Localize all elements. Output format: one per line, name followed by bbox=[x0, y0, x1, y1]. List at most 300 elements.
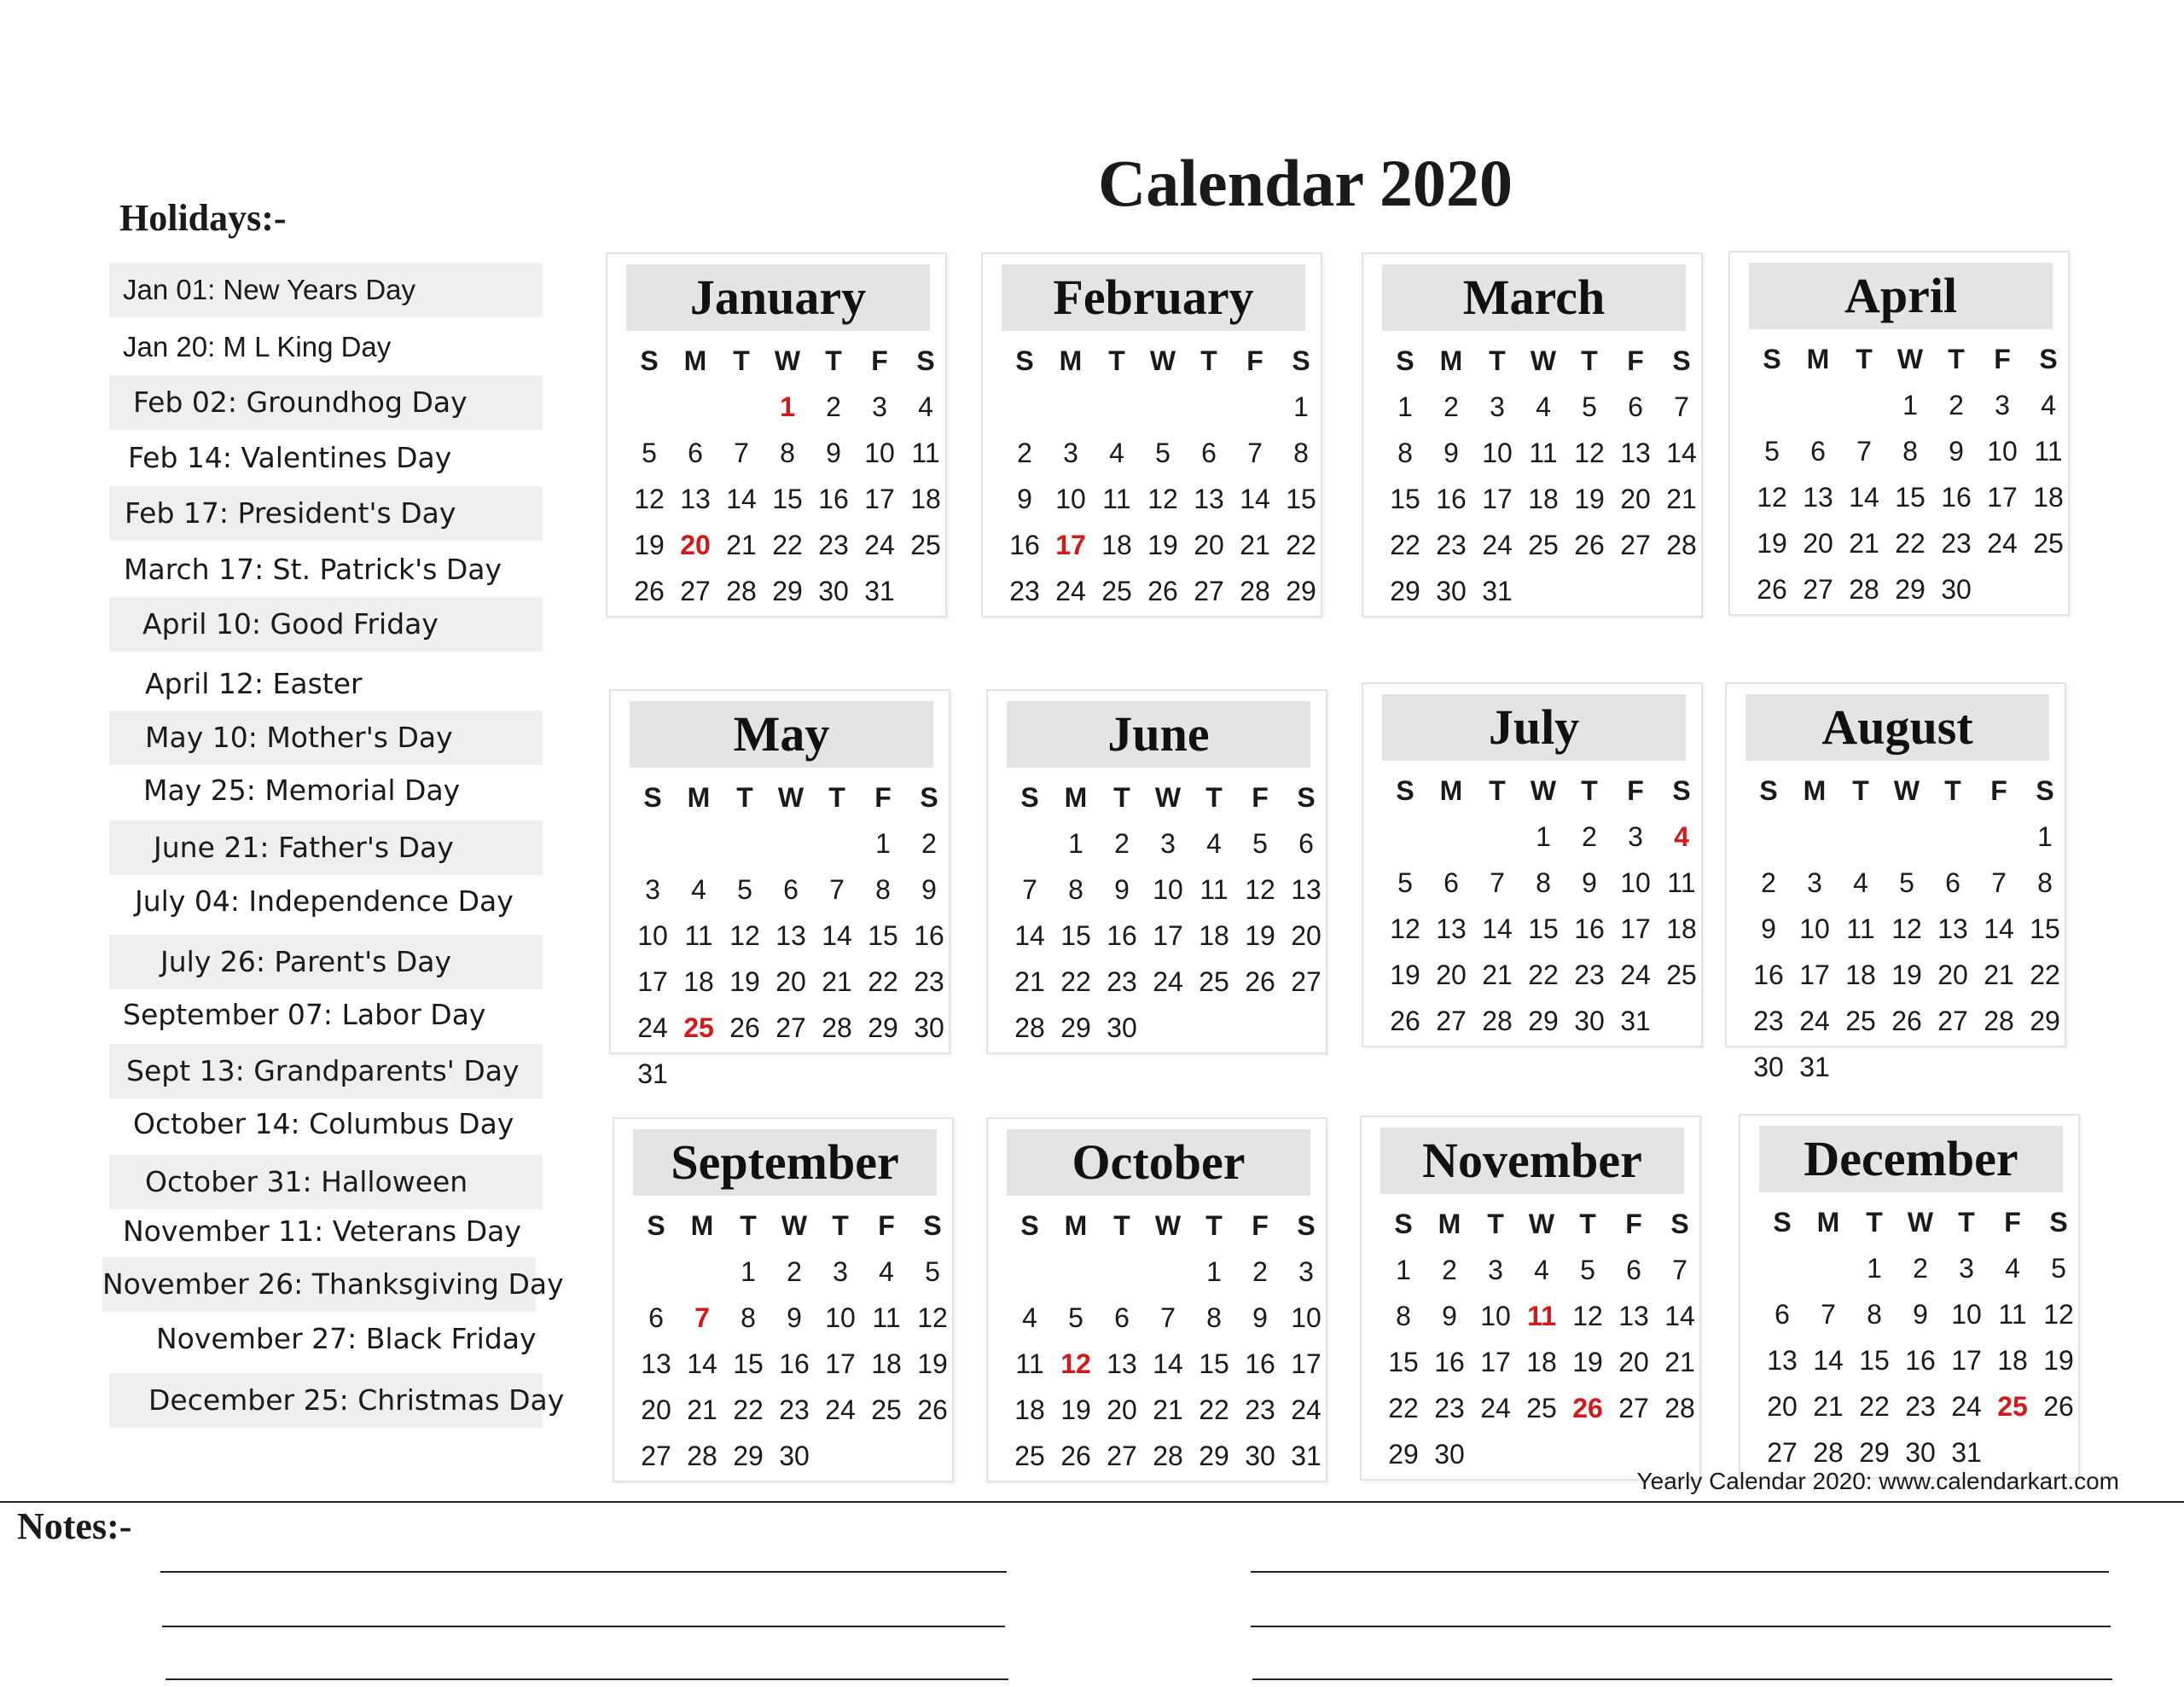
day-cell: 10 bbox=[637, 920, 668, 951]
holiday-item: May 25: Memorial Day bbox=[143, 774, 461, 807]
weekday-label: M bbox=[1806, 344, 1830, 374]
weekday-label: W bbox=[777, 782, 804, 813]
day-cell: 23 bbox=[1434, 1393, 1465, 1423]
holidays-heading: Holidays:- bbox=[119, 197, 287, 239]
weekday-label: F bbox=[878, 1210, 895, 1241]
weekday-label: F bbox=[1252, 1210, 1269, 1241]
holiday-item: May 10: Mother's Day bbox=[109, 710, 543, 765]
day-cell: 13 bbox=[1618, 1301, 1649, 1331]
empty-day bbox=[1976, 814, 2022, 860]
day-cell: 4 bbox=[1109, 438, 1124, 468]
day-cell: 3 bbox=[1628, 821, 1643, 852]
day-cell: 1 bbox=[1068, 828, 1083, 859]
month-name: February bbox=[1002, 264, 1305, 331]
empty-day bbox=[718, 384, 764, 430]
holiday-item: November 11: Veterans Day bbox=[123, 1215, 521, 1248]
empty-day bbox=[1841, 382, 1887, 428]
day-cell: 27 bbox=[1436, 1006, 1467, 1036]
empty-day bbox=[1745, 814, 1792, 860]
day-cell: 28 bbox=[1482, 1006, 1513, 1036]
weekday-label: T bbox=[1852, 775, 1869, 806]
day-cell: 17 bbox=[1799, 959, 1830, 990]
day-cell: 19 bbox=[1572, 1347, 1603, 1377]
day-cell: 22 bbox=[1199, 1394, 1229, 1425]
holiday-date: 20 bbox=[680, 530, 711, 560]
month-november bbox=[1360, 1116, 1701, 1481]
day-cell: 10 bbox=[1480, 1301, 1511, 1331]
day-cell: 15 bbox=[772, 484, 803, 514]
day-cell: 29 bbox=[733, 1441, 764, 1471]
weekday-label: T bbox=[1581, 775, 1598, 806]
day-cell: 16 bbox=[914, 920, 944, 951]
day-grid bbox=[1007, 820, 1329, 1051]
day-cell: 22 bbox=[1528, 959, 1559, 990]
weekday-label: S bbox=[916, 345, 935, 376]
day-cell: 28 bbox=[1153, 1441, 1183, 1471]
day-cell: 28 bbox=[1240, 576, 1270, 606]
day-cell: 20 bbox=[1436, 959, 1467, 990]
day-cell: 25 bbox=[1845, 1006, 1876, 1036]
day-cell: 9 bbox=[1913, 1299, 1928, 1330]
weekday-label: S bbox=[647, 1210, 665, 1241]
day-cell: 9 bbox=[921, 874, 937, 905]
day-cell: 21 bbox=[1984, 959, 2014, 990]
month-name: June bbox=[1007, 701, 1310, 768]
day-cell: 23 bbox=[914, 966, 944, 997]
day-cell: 11 bbox=[1529, 438, 1558, 468]
weekday-label: F bbox=[2004, 1207, 2021, 1238]
weekday-label: W bbox=[1528, 1209, 1555, 1239]
day-cell: 21 bbox=[1849, 528, 1879, 559]
note-line bbox=[1251, 1571, 2109, 1573]
day-cell: 19 bbox=[917, 1348, 948, 1379]
day-cell: 8 bbox=[1068, 874, 1083, 905]
day-cell: 17 bbox=[1987, 482, 2018, 513]
day-cell: 15 bbox=[1895, 482, 1926, 513]
note-line bbox=[160, 1571, 1007, 1573]
day-cell: 10 bbox=[1799, 913, 1830, 944]
day-cell: 17 bbox=[1951, 1345, 1982, 1376]
day-cell: 20 bbox=[1291, 920, 1321, 951]
day-cell: 8 bbox=[1206, 1302, 1222, 1333]
day-cell: 18 bbox=[1199, 920, 1229, 951]
day-cell: 22 bbox=[1060, 966, 1091, 997]
weekday-label: T bbox=[1487, 1209, 1504, 1239]
day-cell: 29 bbox=[1895, 574, 1926, 605]
day-cell: 11 bbox=[684, 920, 713, 951]
day-cell: 11 bbox=[1015, 1348, 1044, 1379]
day-cell: 31 bbox=[1799, 1052, 1830, 1082]
holiday-date: 25 bbox=[683, 1012, 714, 1043]
day-cell: 8 bbox=[1902, 436, 1918, 467]
day-cell: 9 bbox=[1761, 913, 1776, 944]
weekday-label: S bbox=[1672, 345, 1691, 376]
weekday-header bbox=[1382, 768, 1705, 814]
day-cell: 3 bbox=[1490, 391, 1505, 422]
month-name: April bbox=[1749, 263, 2053, 329]
day-cell: 2 bbox=[1949, 390, 1964, 420]
day-cell: 26 bbox=[729, 1012, 760, 1043]
day-cell: 21 bbox=[1014, 966, 1045, 997]
day-cell: 1 bbox=[1902, 390, 1918, 420]
footer-credit: Yearly Calendar 2020: www.calendarkart.com bbox=[1636, 1468, 2119, 1494]
empty-day bbox=[1048, 384, 1094, 430]
day-cell: 1 bbox=[1867, 1253, 1882, 1284]
day-cell: 1 bbox=[1396, 1255, 1411, 1285]
empty-day bbox=[1186, 384, 1232, 430]
day-cell: 10 bbox=[1291, 1302, 1321, 1333]
day-cell: 18 bbox=[1666, 913, 1697, 944]
day-cell: 7 bbox=[1247, 438, 1263, 468]
day-cell: 24 bbox=[825, 1394, 856, 1425]
day-cell: 14 bbox=[1666, 438, 1697, 468]
weekday-label: T bbox=[733, 345, 750, 376]
weekday-label: F bbox=[871, 345, 888, 376]
day-cell: 25 bbox=[1199, 966, 1229, 997]
weekday-header bbox=[1007, 774, 1329, 820]
day-cell: 1 bbox=[2037, 821, 2053, 852]
day-cell: 7 bbox=[1991, 867, 2007, 898]
month-name: December bbox=[1759, 1126, 2063, 1192]
day-cell: 3 bbox=[1160, 828, 1176, 859]
day-cell: 5 bbox=[1580, 1255, 1595, 1285]
day-cell: 14 bbox=[1482, 913, 1513, 944]
day-cell: 26 bbox=[1147, 576, 1178, 606]
day-grid bbox=[1759, 1245, 2082, 1475]
day-cell: 1 bbox=[1536, 821, 1551, 852]
month-name: October bbox=[1007, 1129, 1310, 1196]
weekday-label: M bbox=[1438, 1209, 1461, 1239]
weekday-label: S bbox=[1297, 782, 1316, 813]
day-cell: 15 bbox=[2030, 913, 2060, 944]
weekday-label: S bbox=[643, 782, 662, 813]
day-cell: 11 bbox=[872, 1302, 901, 1333]
day-cell: 1 bbox=[1206, 1256, 1222, 1287]
day-cell: 4 bbox=[879, 1256, 894, 1287]
day-cell: 8 bbox=[741, 1302, 756, 1333]
day-cell: 4 bbox=[2005, 1253, 2020, 1284]
day-cell: 3 bbox=[1807, 867, 1822, 898]
day-cell: 12 bbox=[917, 1302, 948, 1333]
holiday-item: April 12: Easter bbox=[145, 667, 363, 700]
day-cell: 3 bbox=[1063, 438, 1078, 468]
day-cell: 7 bbox=[734, 438, 749, 468]
day-cell: 30 bbox=[818, 576, 849, 606]
weekday-label: S bbox=[1763, 344, 1781, 374]
weekday-label: M bbox=[1064, 1210, 1088, 1241]
day-cell: 6 bbox=[783, 874, 799, 905]
day-cell: 9 bbox=[1949, 436, 1964, 467]
holiday-date: 26 bbox=[1572, 1393, 1603, 1423]
day-cell: 29 bbox=[2030, 1006, 2060, 1036]
day-cell: 23 bbox=[1753, 1006, 1784, 1036]
day-cell: 10 bbox=[1620, 867, 1651, 898]
day-cell: 6 bbox=[1626, 1255, 1641, 1285]
empty-day bbox=[672, 384, 718, 430]
day-cell: 24 bbox=[864, 530, 895, 560]
day-cell: 19 bbox=[1245, 920, 1275, 951]
day-cell: 4 bbox=[2041, 390, 2056, 420]
day-cell: 10 bbox=[825, 1302, 856, 1333]
day-cell: 22 bbox=[1286, 530, 1316, 560]
holiday-date: 25 bbox=[1997, 1391, 2028, 1422]
month-name: January bbox=[626, 264, 930, 331]
day-cell: 6 bbox=[1774, 1299, 1790, 1330]
weekday-label: S bbox=[1020, 782, 1039, 813]
day-cell: 29 bbox=[1199, 1441, 1229, 1471]
day-cell: 11 bbox=[1102, 484, 1131, 514]
weekday-label: S bbox=[1396, 345, 1414, 376]
day-cell: 10 bbox=[1951, 1299, 1982, 1330]
day-cell: 30 bbox=[1245, 1441, 1275, 1471]
weekday-label: T bbox=[1205, 1210, 1223, 1241]
day-cell: 4 bbox=[1022, 1302, 1037, 1333]
day-cell: 16 bbox=[1905, 1345, 1936, 1376]
day-cell: 16 bbox=[1245, 1348, 1275, 1379]
weekday-label: T bbox=[1856, 344, 1873, 374]
day-cell: 5 bbox=[642, 438, 657, 468]
weekday-label: F bbox=[874, 782, 892, 813]
weekday-label: S bbox=[1015, 345, 1034, 376]
empty-day bbox=[1474, 814, 1520, 860]
day-cell: 14 bbox=[1153, 1348, 1183, 1379]
day-cell: 6 bbox=[648, 1302, 664, 1333]
weekday-label: W bbox=[781, 1210, 808, 1241]
day-grid bbox=[1382, 814, 1705, 1044]
empty-day bbox=[1053, 1249, 1099, 1295]
day-cell: 7 bbox=[1490, 867, 1505, 898]
day-cell: 29 bbox=[1388, 1439, 1419, 1470]
day-grid bbox=[1749, 382, 2071, 612]
empty-day bbox=[633, 1249, 679, 1295]
day-cell: 26 bbox=[917, 1394, 948, 1425]
weekday-header bbox=[1749, 336, 2071, 382]
weekday-header bbox=[1380, 1201, 1703, 1247]
day-cell: 8 bbox=[1293, 438, 1309, 468]
weekday-label: S bbox=[2049, 1207, 2068, 1238]
day-cell: 3 bbox=[1298, 1256, 1314, 1287]
month-name: November bbox=[1380, 1128, 1684, 1194]
month-may bbox=[609, 689, 950, 1089]
day-cell: 14 bbox=[1813, 1345, 1844, 1376]
day-cell: 15 bbox=[1060, 920, 1091, 951]
holiday-item: July 04: Independence Day bbox=[135, 884, 514, 918]
day-cell: 24 bbox=[1482, 530, 1513, 560]
day-cell: 24 bbox=[1055, 576, 1086, 606]
month-september bbox=[613, 1117, 954, 1482]
day-cell: 22 bbox=[772, 530, 803, 560]
day-cell: 4 bbox=[1534, 1255, 1549, 1285]
weekday-label: M bbox=[690, 1210, 714, 1241]
day-cell: 9 bbox=[787, 1302, 802, 1333]
day-cell: 9 bbox=[1442, 1301, 1457, 1331]
day-cell: 2 bbox=[1017, 438, 1032, 468]
empty-day bbox=[1428, 814, 1474, 860]
day-cell: 16 bbox=[1009, 530, 1040, 560]
day-cell: 24 bbox=[1620, 959, 1651, 990]
day-cell: 25 bbox=[2033, 528, 2064, 559]
day-cell: 5 bbox=[2051, 1253, 2066, 1284]
weekday-label: T bbox=[740, 1210, 757, 1241]
weekday-header bbox=[633, 1203, 956, 1249]
day-cell: 22 bbox=[1390, 530, 1420, 560]
weekday-label: S bbox=[1292, 345, 1310, 376]
month-april bbox=[1728, 251, 2070, 616]
weekday-label: T bbox=[828, 782, 845, 813]
day-cell: 21 bbox=[1666, 484, 1697, 514]
empty-day bbox=[768, 820, 814, 867]
day-cell: 9 bbox=[1252, 1302, 1268, 1333]
day-cell: 17 bbox=[1480, 1347, 1511, 1377]
day-cell: 17 bbox=[1153, 920, 1183, 951]
day-cell: 20 bbox=[1107, 1394, 1137, 1425]
day-cell: 8 bbox=[1536, 867, 1551, 898]
day-cell: 28 bbox=[1666, 530, 1697, 560]
holiday-item: September 07: Labor Day bbox=[123, 998, 486, 1031]
day-cell: 13 bbox=[641, 1348, 671, 1379]
day-cell: 31 bbox=[1482, 576, 1513, 606]
empty-day bbox=[630, 820, 676, 867]
weekday-header bbox=[1759, 1199, 2082, 1245]
day-cell: 19 bbox=[2043, 1345, 2074, 1376]
day-cell: 24 bbox=[1291, 1394, 1321, 1425]
day-cell: 19 bbox=[729, 966, 760, 997]
day-cell: 2 bbox=[1114, 828, 1130, 859]
note-line bbox=[162, 1626, 1005, 1627]
day-grid bbox=[1007, 1249, 1329, 1479]
day-cell: 4 bbox=[918, 391, 933, 422]
day-cell: 15 bbox=[1390, 484, 1420, 514]
day-cell: 16 bbox=[818, 484, 849, 514]
weekday-label: S bbox=[1297, 1210, 1316, 1241]
holiday-item: Sept 13: Grandparents' Day bbox=[109, 1044, 543, 1099]
holiday-item: November 26: Thanksgiving Day bbox=[102, 1257, 536, 1312]
day-cell: 6 bbox=[1201, 438, 1217, 468]
day-cell: 29 bbox=[868, 1012, 898, 1043]
day-cell: 23 bbox=[1941, 528, 1972, 559]
weekday-label: W bbox=[1530, 775, 1557, 806]
day-cell: 20 bbox=[1937, 959, 1968, 990]
holiday-date: 1 bbox=[780, 391, 795, 422]
day-cell: 26 bbox=[1060, 1441, 1091, 1471]
day-cell: 12 bbox=[1390, 913, 1420, 944]
weekday-label: T bbox=[1200, 345, 1217, 376]
day-cell: 1 bbox=[741, 1256, 756, 1287]
weekday-label: T bbox=[1108, 345, 1125, 376]
day-cell: 21 bbox=[1813, 1391, 1844, 1422]
day-cell: 14 bbox=[726, 484, 757, 514]
empty-day bbox=[1094, 384, 1140, 430]
day-cell: 29 bbox=[1286, 576, 1316, 606]
day-grid bbox=[1380, 1247, 1703, 1477]
day-cell: 19 bbox=[1390, 959, 1420, 990]
day-cell: 1 bbox=[875, 828, 891, 859]
day-cell: 2 bbox=[1443, 391, 1459, 422]
day-cell: 25 bbox=[1666, 959, 1697, 990]
page-title: Calendar 2020 bbox=[1097, 146, 1513, 220]
day-cell: 14 bbox=[1014, 920, 1045, 951]
day-cell: 27 bbox=[1937, 1006, 1968, 1036]
empty-day bbox=[1140, 384, 1186, 430]
day-cell: 13 bbox=[1803, 482, 1833, 513]
day-cell: 21 bbox=[726, 530, 757, 560]
day-cell: 25 bbox=[1014, 1441, 1045, 1471]
holiday-item: Jan 01: New Years Day bbox=[109, 263, 543, 317]
day-cell: 22 bbox=[868, 966, 898, 997]
day-cell: 13 bbox=[1107, 1348, 1137, 1379]
day-cell: 31 bbox=[864, 576, 895, 606]
day-cell: 17 bbox=[1620, 913, 1651, 944]
day-cell: 14 bbox=[1664, 1301, 1695, 1331]
day-cell: 2 bbox=[921, 828, 937, 859]
day-cell: 9 bbox=[1114, 874, 1130, 905]
weekday-header bbox=[626, 338, 949, 384]
day-cell: 20 bbox=[775, 966, 806, 997]
day-cell: 29 bbox=[1390, 576, 1420, 606]
day-cell: 9 bbox=[1017, 484, 1032, 514]
day-cell: 9 bbox=[1582, 867, 1597, 898]
holiday-item: Feb 14: Valentines Day bbox=[128, 441, 452, 474]
weekday-label: S bbox=[920, 782, 938, 813]
day-cell: 2 bbox=[826, 391, 841, 422]
day-cell: 15 bbox=[868, 920, 898, 951]
day-cell: 23 bbox=[1107, 966, 1137, 997]
day-cell: 25 bbox=[910, 530, 941, 560]
day-cell: 6 bbox=[688, 438, 703, 468]
day-cell: 26 bbox=[1574, 530, 1605, 560]
day-cell: 13 bbox=[775, 920, 806, 951]
day-cell: 2 bbox=[1442, 1255, 1457, 1285]
month-name: March bbox=[1382, 264, 1686, 331]
day-cell: 13 bbox=[680, 484, 711, 514]
day-cell: 10 bbox=[1055, 484, 1086, 514]
holiday-item: July 26: Parent's Day bbox=[109, 935, 543, 989]
day-grid bbox=[1382, 384, 1705, 614]
day-cell: 19 bbox=[634, 530, 665, 560]
weekday-label: W bbox=[1149, 345, 1176, 376]
day-cell: 19 bbox=[1060, 1394, 1091, 1425]
day-cell: 2 bbox=[1761, 867, 1776, 898]
note-line bbox=[1251, 1626, 2111, 1627]
day-cell: 16 bbox=[1436, 484, 1467, 514]
day-cell: 27 bbox=[1194, 576, 1224, 606]
holiday-item: December 25: Christmas Day bbox=[109, 1373, 543, 1428]
day-cell: 16 bbox=[779, 1348, 810, 1379]
day-cell: 30 bbox=[1753, 1052, 1784, 1082]
day-cell: 31 bbox=[1951, 1437, 1982, 1468]
day-cell: 11 bbox=[2034, 436, 2063, 467]
day-cell: 28 bbox=[1664, 1393, 1695, 1423]
day-cell: 19 bbox=[1147, 530, 1178, 560]
weekday-label: S bbox=[1672, 775, 1691, 806]
day-cell: 28 bbox=[726, 576, 757, 606]
day-cell: 21 bbox=[687, 1394, 717, 1425]
day-cell: 27 bbox=[1291, 966, 1321, 997]
day-cell: 3 bbox=[645, 874, 660, 905]
day-cell: 13 bbox=[1436, 913, 1467, 944]
day-cell: 14 bbox=[1240, 484, 1270, 514]
weekday-label: T bbox=[1489, 345, 1506, 376]
day-cell: 22 bbox=[733, 1394, 764, 1425]
empty-day bbox=[1795, 382, 1841, 428]
weekday-label: M bbox=[1059, 345, 1083, 376]
month-march bbox=[1362, 252, 1703, 617]
day-cell: 12 bbox=[1245, 874, 1275, 905]
day-cell: 6 bbox=[1114, 1302, 1130, 1333]
weekday-label: F bbox=[1252, 782, 1269, 813]
day-cell: 20 bbox=[1803, 528, 1833, 559]
day-cell: 6 bbox=[1945, 867, 1960, 898]
